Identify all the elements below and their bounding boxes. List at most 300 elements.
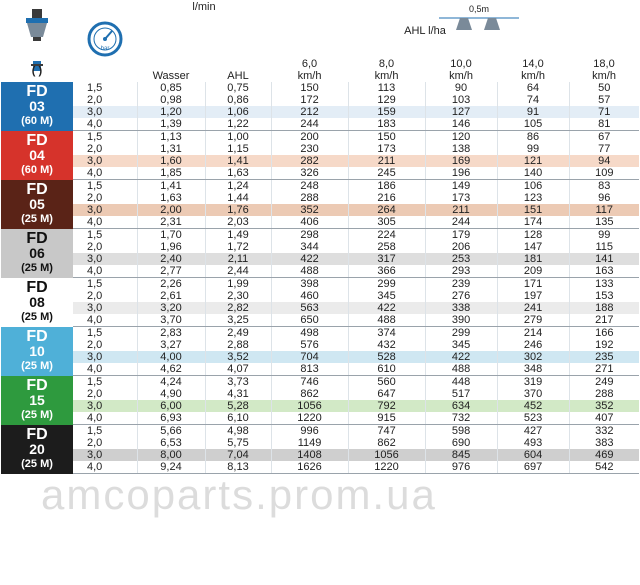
- pressure-cell: 2,0: [73, 241, 137, 253]
- value-cell: 1,22: [205, 118, 271, 131]
- value-cell: 448: [425, 376, 497, 389]
- value-cell: 2,31: [137, 216, 205, 229]
- ahl-unit: AHL l/ha: [404, 25, 446, 37]
- value-cell: 345: [425, 339, 497, 351]
- value-cell: 244: [425, 216, 497, 229]
- value-cell: 338: [425, 302, 497, 314]
- nozzle-label-line2: 06: [29, 244, 45, 261]
- value-cell: 1,00: [205, 131, 271, 144]
- value-cell: 746: [271, 376, 348, 389]
- pressure-cell: 1,5: [73, 425, 137, 438]
- nozzle-label-line1: FD: [26, 376, 48, 394]
- value-cell: 6,00: [137, 400, 205, 412]
- value-cell: 288: [271, 192, 348, 204]
- value-cell: 249: [595, 376, 614, 388]
- value-cell: 732: [425, 412, 497, 425]
- value-cell: 2,26: [137, 278, 205, 291]
- value-cell: 5,75: [205, 437, 271, 449]
- value-cell: 1,44: [205, 192, 271, 204]
- value-cell: 188: [569, 302, 639, 314]
- value-cell: 2,82: [205, 302, 271, 314]
- value-cell: 406: [271, 216, 348, 229]
- value-cell: 2,83: [137, 327, 205, 340]
- pressure-cell: 1,5: [73, 327, 137, 340]
- value-cell: 2,03: [205, 216, 271, 229]
- value-cell: 3,70: [137, 314, 205, 327]
- value-cell: 1,49: [205, 229, 271, 242]
- nozzle-size-label: [1, 131, 73, 180]
- pressure-cell: 2,0: [73, 388, 137, 400]
- value-cell: 115: [595, 241, 614, 253]
- value-cell: 196: [425, 167, 497, 180]
- value-cell: 172: [271, 94, 348, 106]
- value-cell: 1,72: [205, 241, 271, 253]
- col-header-speed-4: 14,0 km/h: [521, 58, 545, 82]
- pressure-cell: 4,0: [73, 412, 137, 425]
- pressure-cell: 3,0: [73, 106, 137, 118]
- col-header-speed-2: 8,0 km/h: [374, 58, 399, 82]
- value-cell: 469: [569, 449, 639, 461]
- value-cell: 147: [497, 241, 569, 253]
- col-header-speed-3: 10,0 km/h: [449, 58, 473, 82]
- value-cell: 523: [497, 412, 569, 425]
- table-row: [1, 192, 639, 204]
- nozzle-label-line3: (25 M): [21, 359, 53, 372]
- nozzle-label: ( ): [31, 65, 43, 77]
- value-cell: 103: [425, 94, 497, 106]
- value-cell: 192: [595, 339, 614, 351]
- pressure-cell: 2,0: [73, 143, 137, 155]
- value-cell: 5,66: [137, 425, 205, 438]
- value-cell: 105: [497, 118, 569, 131]
- value-cell: 650: [271, 314, 348, 327]
- value-cell: 8,00: [137, 449, 205, 461]
- value-cell: 1,41: [137, 180, 205, 193]
- value-cell: 374: [348, 327, 425, 340]
- value-cell: 3,25: [205, 314, 271, 327]
- value-cell: 1626: [271, 461, 348, 474]
- value-cell: 2,77: [137, 265, 205, 278]
- value-cell: 1056: [348, 449, 425, 461]
- nozzle-label-line3: (25 M): [21, 457, 53, 470]
- value-cell: 197: [497, 290, 569, 302]
- pressure-cell: 4,0: [73, 265, 137, 278]
- value-cell: 94: [569, 155, 639, 167]
- table-row: [1, 425, 639, 438]
- value-cell: 121: [497, 155, 569, 167]
- table-row: [1, 278, 639, 291]
- value-cell: 326: [271, 167, 348, 180]
- table-row: [1, 314, 639, 327]
- value-cell: 123: [497, 192, 569, 204]
- value-cell: 319: [497, 376, 569, 389]
- value-cell: 460: [271, 290, 348, 302]
- value-cell: 407: [569, 412, 639, 425]
- nozzle-label-line1: FD: [26, 82, 48, 100]
- value-cell: 146: [425, 118, 497, 131]
- value-cell: 258: [348, 241, 425, 253]
- value-cell: 99: [497, 143, 569, 155]
- pressure-cell: 3,0: [73, 204, 137, 216]
- value-cell: 276: [425, 290, 497, 302]
- value-cell: 173: [425, 192, 497, 204]
- table-row: [1, 302, 639, 314]
- pressure-icon-cell: [73, 1, 137, 82]
- pressure-cell: 3,0: [73, 253, 137, 265]
- value-cell: 493: [497, 437, 569, 449]
- value-cell: 179: [425, 229, 497, 242]
- value-cell: 2,30: [205, 290, 271, 302]
- nozzle-label-line3: (25 M): [21, 310, 53, 323]
- value-cell: 298: [271, 229, 348, 242]
- value-cell: 1,06: [205, 106, 271, 118]
- value-cell: 302: [497, 351, 569, 363]
- value-cell: 1,85: [137, 167, 205, 180]
- value-cell: 117: [569, 204, 639, 216]
- value-cell: 1,70: [137, 229, 205, 242]
- nozzle-label-line1: FD: [26, 425, 48, 443]
- value-cell: 1,15: [205, 143, 271, 155]
- value-cell: 212: [271, 106, 348, 118]
- value-cell: 5,28: [205, 400, 271, 412]
- value-cell: 169: [425, 155, 497, 167]
- spacing-label: 0,5m: [469, 4, 490, 14]
- nozzle-size-label: [1, 229, 73, 278]
- value-cell: 4,98: [205, 425, 271, 438]
- value-cell: 163: [569, 265, 639, 278]
- value-cell: 2,11: [205, 253, 271, 265]
- value-cell: 422: [425, 351, 497, 363]
- value-cell: 264: [348, 204, 425, 216]
- value-cell: 138: [425, 143, 497, 155]
- value-cell: 390: [425, 314, 497, 327]
- value-cell: 282: [271, 155, 348, 167]
- value-cell: 299: [348, 278, 425, 291]
- value-cell: 528: [348, 351, 425, 363]
- table-row: [1, 241, 639, 253]
- value-cell: 862: [348, 437, 425, 449]
- value-cell: 171: [497, 278, 569, 291]
- value-cell: 135: [569, 216, 639, 229]
- value-cell: 173: [348, 143, 425, 155]
- value-cell: 604: [497, 449, 569, 461]
- value-cell: 332: [595, 425, 614, 437]
- value-cell: 86: [497, 131, 569, 144]
- value-cell: 427: [497, 425, 569, 438]
- table-row: [1, 412, 639, 425]
- flow-unit-header: [137, 1, 271, 49]
- pressure-cell: 4,0: [73, 314, 137, 327]
- value-cell: 2,44: [205, 265, 271, 278]
- value-cell: 563: [271, 302, 348, 314]
- value-cell: 7,04: [205, 449, 271, 461]
- value-cell: 383: [595, 437, 614, 449]
- value-cell: 348: [497, 363, 569, 376]
- value-cell: 120: [425, 131, 497, 144]
- value-cell: 576: [271, 339, 348, 351]
- value-cell: 279: [497, 314, 569, 327]
- pressure-cell: 1,5: [73, 229, 137, 242]
- table-row: [1, 290, 639, 302]
- value-cell: 845: [425, 449, 497, 461]
- value-cell: 67: [598, 131, 611, 143]
- pressure-cell: 2,0: [73, 290, 137, 302]
- value-cell: 183: [348, 118, 425, 131]
- value-cell: 0,75: [205, 82, 271, 94]
- value-cell: 2,00: [137, 204, 205, 216]
- pressure-unit-label: bar: [100, 46, 110, 52]
- pressure-cell: 3,0: [73, 155, 137, 167]
- value-cell: 2,88: [205, 339, 271, 351]
- value-cell: 1,63: [137, 192, 205, 204]
- value-cell: 140: [497, 167, 569, 180]
- nozzle-size-label: [1, 327, 73, 376]
- value-cell: 6,53: [137, 437, 205, 449]
- value-cell: 4,24: [137, 376, 205, 389]
- pressure-cell: 1,5: [73, 376, 137, 389]
- value-cell: 0,98: [137, 94, 205, 106]
- value-cell: 452: [497, 400, 569, 412]
- value-cell: 151: [497, 204, 569, 216]
- nozzle-spacing-icon: [439, 14, 519, 36]
- value-cell: 1,41: [205, 155, 271, 167]
- value-cell: 3,20: [137, 302, 205, 314]
- value-cell: 398: [271, 278, 348, 291]
- col-header-ahl: AHL: [227, 70, 249, 82]
- value-cell: 488: [271, 265, 348, 278]
- value-cell: 77: [598, 143, 611, 155]
- value-cell: 224: [348, 229, 425, 242]
- value-cell: 862: [271, 388, 348, 400]
- value-cell: 517: [425, 388, 497, 400]
- value-cell: 0,86: [205, 94, 271, 106]
- value-cell: 90: [425, 82, 497, 94]
- table-row: [1, 143, 639, 155]
- value-cell: 211: [348, 155, 425, 167]
- value-cell: 141: [569, 253, 639, 265]
- table-row: [1, 229, 639, 242]
- value-cell: 3,27: [137, 339, 205, 351]
- value-cell: 230: [271, 143, 348, 155]
- value-cell: 2,49: [205, 327, 271, 340]
- value-cell: 83: [598, 180, 611, 192]
- value-cell: 366: [348, 265, 425, 278]
- value-cell: 214: [497, 327, 569, 340]
- value-cell: 370: [497, 388, 569, 400]
- value-cell: 209: [497, 265, 569, 278]
- table-row: [1, 351, 639, 363]
- nozzle-label-line1: FD: [26, 327, 48, 345]
- value-cell: 246: [497, 339, 569, 351]
- value-cell: 200: [271, 131, 348, 144]
- value-cell: 344: [271, 241, 348, 253]
- nozzle-label-line1: FD: [26, 278, 48, 296]
- value-cell: 166: [595, 327, 614, 339]
- value-cell: 81: [569, 118, 639, 131]
- value-cell: 1220: [348, 461, 425, 474]
- value-cell: 9,24: [137, 461, 205, 474]
- value-cell: 542: [569, 461, 639, 474]
- flow-unit: l/min: [192, 1, 216, 13]
- nozzle-label-line2: 15: [29, 391, 45, 408]
- application-rate-table: [1, 1, 639, 474]
- pressure-cell: 2,0: [73, 192, 137, 204]
- value-cell: 1,24: [205, 180, 271, 193]
- value-cell: 127: [425, 106, 497, 118]
- table-row: [1, 265, 639, 278]
- value-cell: 186: [348, 180, 425, 193]
- pressure-cell: 4,0: [73, 118, 137, 131]
- nozzle-label-line2: 08: [29, 293, 45, 310]
- value-cell: 4,00: [137, 351, 205, 363]
- value-cell: 4,07: [205, 363, 271, 376]
- value-cell: 239: [425, 278, 497, 291]
- nozzle-size-label: [1, 82, 73, 131]
- value-cell: 288: [595, 388, 614, 400]
- table-row: [1, 339, 639, 351]
- pressure-cell: 3,0: [73, 449, 137, 461]
- value-cell: 244: [271, 118, 348, 131]
- value-cell: 149: [425, 180, 497, 193]
- value-cell: 352: [569, 400, 639, 412]
- value-cell: 610: [348, 363, 425, 376]
- value-cell: 1,20: [137, 106, 205, 118]
- value-cell: 1408: [271, 449, 348, 461]
- table-row: [1, 363, 639, 376]
- value-cell: 206: [425, 241, 497, 253]
- value-cell: 690: [425, 437, 497, 449]
- value-cell: 293: [425, 265, 497, 278]
- value-cell: 245: [348, 167, 425, 180]
- nozzle-icon-cell: [1, 1, 73, 82]
- spacing-diagram: [439, 5, 519, 39]
- table-row: [1, 253, 639, 265]
- table-row: [1, 155, 639, 167]
- nozzle-label-line3: (25 M): [21, 261, 53, 274]
- value-cell: 235: [569, 351, 639, 363]
- value-cell: 976: [425, 461, 497, 474]
- value-cell: 422: [348, 302, 425, 314]
- value-cell: 1,60: [137, 155, 205, 167]
- value-cell: 159: [348, 106, 425, 118]
- value-cell: 422: [271, 253, 348, 265]
- nozzle-size-label: [1, 278, 73, 327]
- value-cell: 271: [569, 363, 639, 376]
- pressure-cell: 4,0: [73, 167, 137, 180]
- value-cell: 129: [348, 94, 425, 106]
- value-cell: 6,10: [205, 412, 271, 425]
- pressure-cell: 3,0: [73, 400, 137, 412]
- value-cell: 153: [595, 290, 614, 302]
- value-cell: 488: [425, 363, 497, 376]
- value-cell: 216: [348, 192, 425, 204]
- pressure-gauge-icon: [85, 19, 125, 59]
- nozzle-label-line2: 05: [29, 195, 45, 212]
- value-cell: 4,62: [137, 363, 205, 376]
- value-cell: 813: [271, 363, 348, 376]
- nozzle-label-line2: 04: [29, 146, 45, 163]
- value-cell: 71: [569, 106, 639, 118]
- watermark: amcoparts.prom.ua: [41, 471, 437, 518]
- ahl-unit-header: [271, 1, 639, 49]
- value-cell: 1220: [271, 412, 348, 425]
- nozzle-size-label: [1, 425, 73, 474]
- value-cell: 96: [598, 192, 611, 204]
- value-cell: 74: [497, 94, 569, 106]
- nozzle-label-line3: (25 M): [21, 408, 53, 421]
- value-cell: 91: [497, 106, 569, 118]
- value-cell: 1056: [271, 400, 348, 412]
- table-row: [1, 437, 639, 449]
- table-row: [1, 400, 639, 412]
- value-cell: 106: [497, 180, 569, 193]
- table-row: [1, 118, 639, 131]
- pressure-cell: 1,5: [73, 82, 137, 94]
- value-cell: 634: [425, 400, 497, 412]
- value-cell: 1149: [271, 437, 348, 449]
- value-cell: 996: [271, 425, 348, 438]
- pressure-cell: 1,5: [73, 180, 137, 193]
- value-cell: 647: [348, 388, 425, 400]
- table-row: [1, 106, 639, 118]
- table-row: [1, 388, 639, 400]
- nozzle-size-label: [1, 180, 73, 229]
- col-header-speed-1: 6,0 km/h: [297, 58, 322, 82]
- value-cell: 697: [497, 461, 569, 474]
- value-cell: 50: [598, 82, 611, 94]
- value-cell: 8,13: [205, 461, 271, 474]
- nozzle-label-line1: FD: [26, 131, 48, 149]
- value-cell: 57: [598, 94, 611, 106]
- value-cell: 498: [271, 327, 348, 340]
- value-cell: 598: [425, 425, 497, 438]
- value-cell: 792: [348, 400, 425, 412]
- value-cell: 704: [271, 351, 348, 363]
- value-cell: 174: [497, 216, 569, 229]
- value-cell: 2,61: [137, 290, 205, 302]
- value-cell: 217: [569, 314, 639, 327]
- value-cell: 432: [348, 339, 425, 351]
- value-cell: 133: [595, 278, 614, 290]
- value-cell: 4,31: [205, 388, 271, 400]
- value-cell: 747: [348, 425, 425, 438]
- value-cell: 0,85: [137, 82, 205, 94]
- value-cell: 253: [425, 253, 497, 265]
- pressure-cell: 2,0: [73, 94, 137, 106]
- nozzle-label-line2: 20: [29, 440, 45, 457]
- value-cell: 109: [569, 167, 639, 180]
- pressure-cell: 4,0: [73, 461, 137, 474]
- nozzle-label-line3: (60 M): [21, 163, 53, 176]
- table-row: [1, 449, 639, 461]
- value-cell: 241: [497, 302, 569, 314]
- table-body: [1, 82, 639, 474]
- nozzle-size-label: [1, 376, 73, 425]
- value-cell: 64: [497, 82, 569, 94]
- table-row: [1, 82, 639, 94]
- value-cell: 211: [425, 204, 497, 216]
- table-row: [1, 180, 639, 193]
- value-cell: 99: [598, 229, 611, 241]
- table-row: [1, 204, 639, 216]
- pressure-cell: 3,0: [73, 351, 137, 363]
- value-cell: 3,52: [205, 351, 271, 363]
- value-cell: 915: [348, 412, 425, 425]
- table-row: [1, 216, 639, 229]
- value-cell: 2,40: [137, 253, 205, 265]
- col-header-wasser: Wasser: [152, 70, 190, 82]
- nozzle-label-line2: 10: [29, 342, 45, 359]
